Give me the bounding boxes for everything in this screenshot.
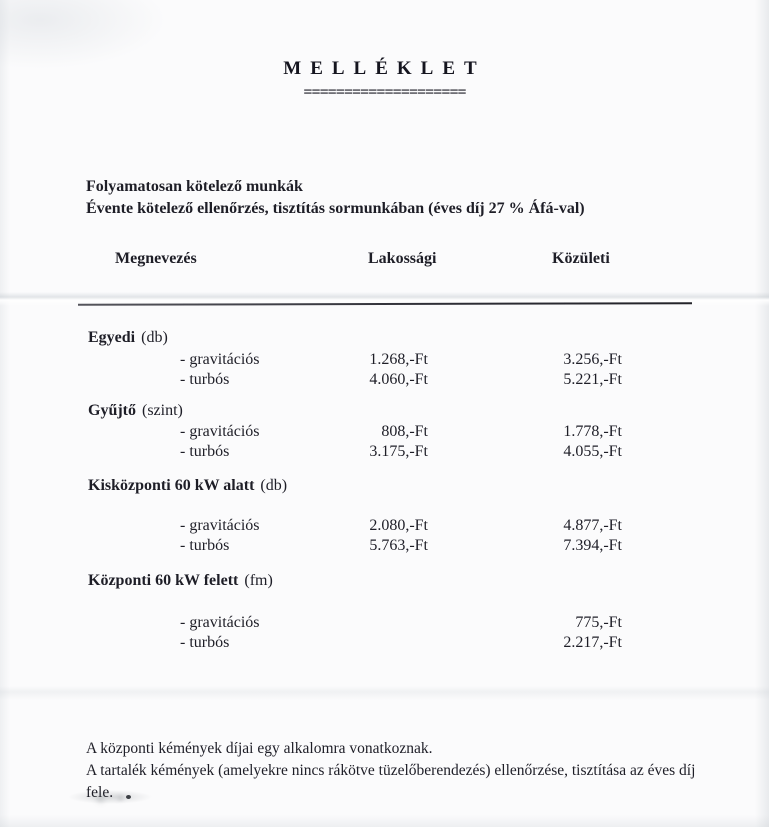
price-kozuleti: 3.256,-Ft [563, 351, 622, 368]
footnotes [86, 738, 726, 804]
price-kozuleti: 2.217,-Ft [563, 634, 622, 651]
footnote-2: A tartalék kémények (amelyekre nincs rákötve tüzelőberendezés) ellenőrzése, tisztítása az éves díj fele. [86, 762, 696, 801]
price-kozuleti: 4.877,-Ft [563, 517, 622, 534]
price-kozuleti: 4.055,-Ft [563, 443, 622, 460]
row-label: - gravitációs [180, 517, 260, 534]
section-unit: (db) [141, 329, 168, 346]
column-header-megnevezes: Megnevezés [115, 250, 197, 267]
section-name: Központi 60 kW felett [88, 572, 239, 589]
table-row [0, 614, 769, 634]
section-name: Gyűjtő [88, 402, 136, 419]
table-row [0, 423, 769, 443]
price-kozuleti: 775,-Ft [575, 614, 622, 631]
section-unit: (szint) [142, 402, 183, 419]
scan-smudge [126, 795, 131, 799]
price-kozuleti: 7.394,-Ft [563, 537, 622, 554]
section-unit: (db) [260, 477, 288, 494]
table-row [0, 634, 769, 654]
price-kozuleti: 1.778,-Ft [563, 423, 622, 440]
title-underline: ==================== [303, 84, 466, 101]
document-title: MELLÉKLET [283, 58, 486, 79]
section-name: Egyedi [88, 329, 136, 346]
section-heading-kiskozponti [88, 477, 287, 495]
price-lakossagi: 5.763,-Ft [369, 537, 428, 554]
column-header-lakossagi: Lakossági [368, 250, 437, 267]
price-lakossagi: 3.175,-Ft [369, 443, 428, 460]
price-lakossagi: 808,-Ft [381, 423, 428, 440]
intro-line-1: Folyamatosan kötelező munkák [86, 178, 303, 195]
row-label: - gravitációs [180, 351, 260, 368]
table-row [0, 443, 769, 463]
table-row [0, 371, 769, 391]
row-label: - gravitációs [180, 423, 260, 440]
row-label: - turbós [180, 537, 230, 554]
row-label: - gravitációs [180, 614, 260, 631]
section-unit: (fm) [244, 572, 273, 589]
price-kozuleti: 5.221,-Ft [563, 371, 622, 388]
table-row [0, 351, 769, 371]
row-label: - turbós [180, 443, 230, 460]
intro-line-2: Évente kötelező ellenőrzés, tisztítás sormunkában (éves díj 27 % Áfá-val) [86, 200, 585, 217]
section-heading-kozponti [88, 572, 273, 590]
row-label: - turbós [180, 371, 230, 388]
table-divider-line [78, 302, 692, 306]
row-label: - turbós [180, 634, 230, 651]
price-lakossagi: 4.060,-Ft [369, 371, 428, 388]
column-header-kozuleti: Közületi [552, 250, 610, 267]
section-heading-egyedi [88, 329, 168, 347]
footnote-1: A központi kémények díjai egy alkalomra vonatkoznak. [86, 740, 433, 757]
table-row [0, 517, 769, 537]
section-heading-gyujto [88, 402, 183, 420]
section-name: Kisközponti 60 kW alatt [88, 477, 255, 494]
table-row [0, 537, 769, 557]
price-lakossagi: 2.080,-Ft [369, 517, 428, 534]
price-lakossagi: 1.268,-Ft [369, 351, 428, 368]
